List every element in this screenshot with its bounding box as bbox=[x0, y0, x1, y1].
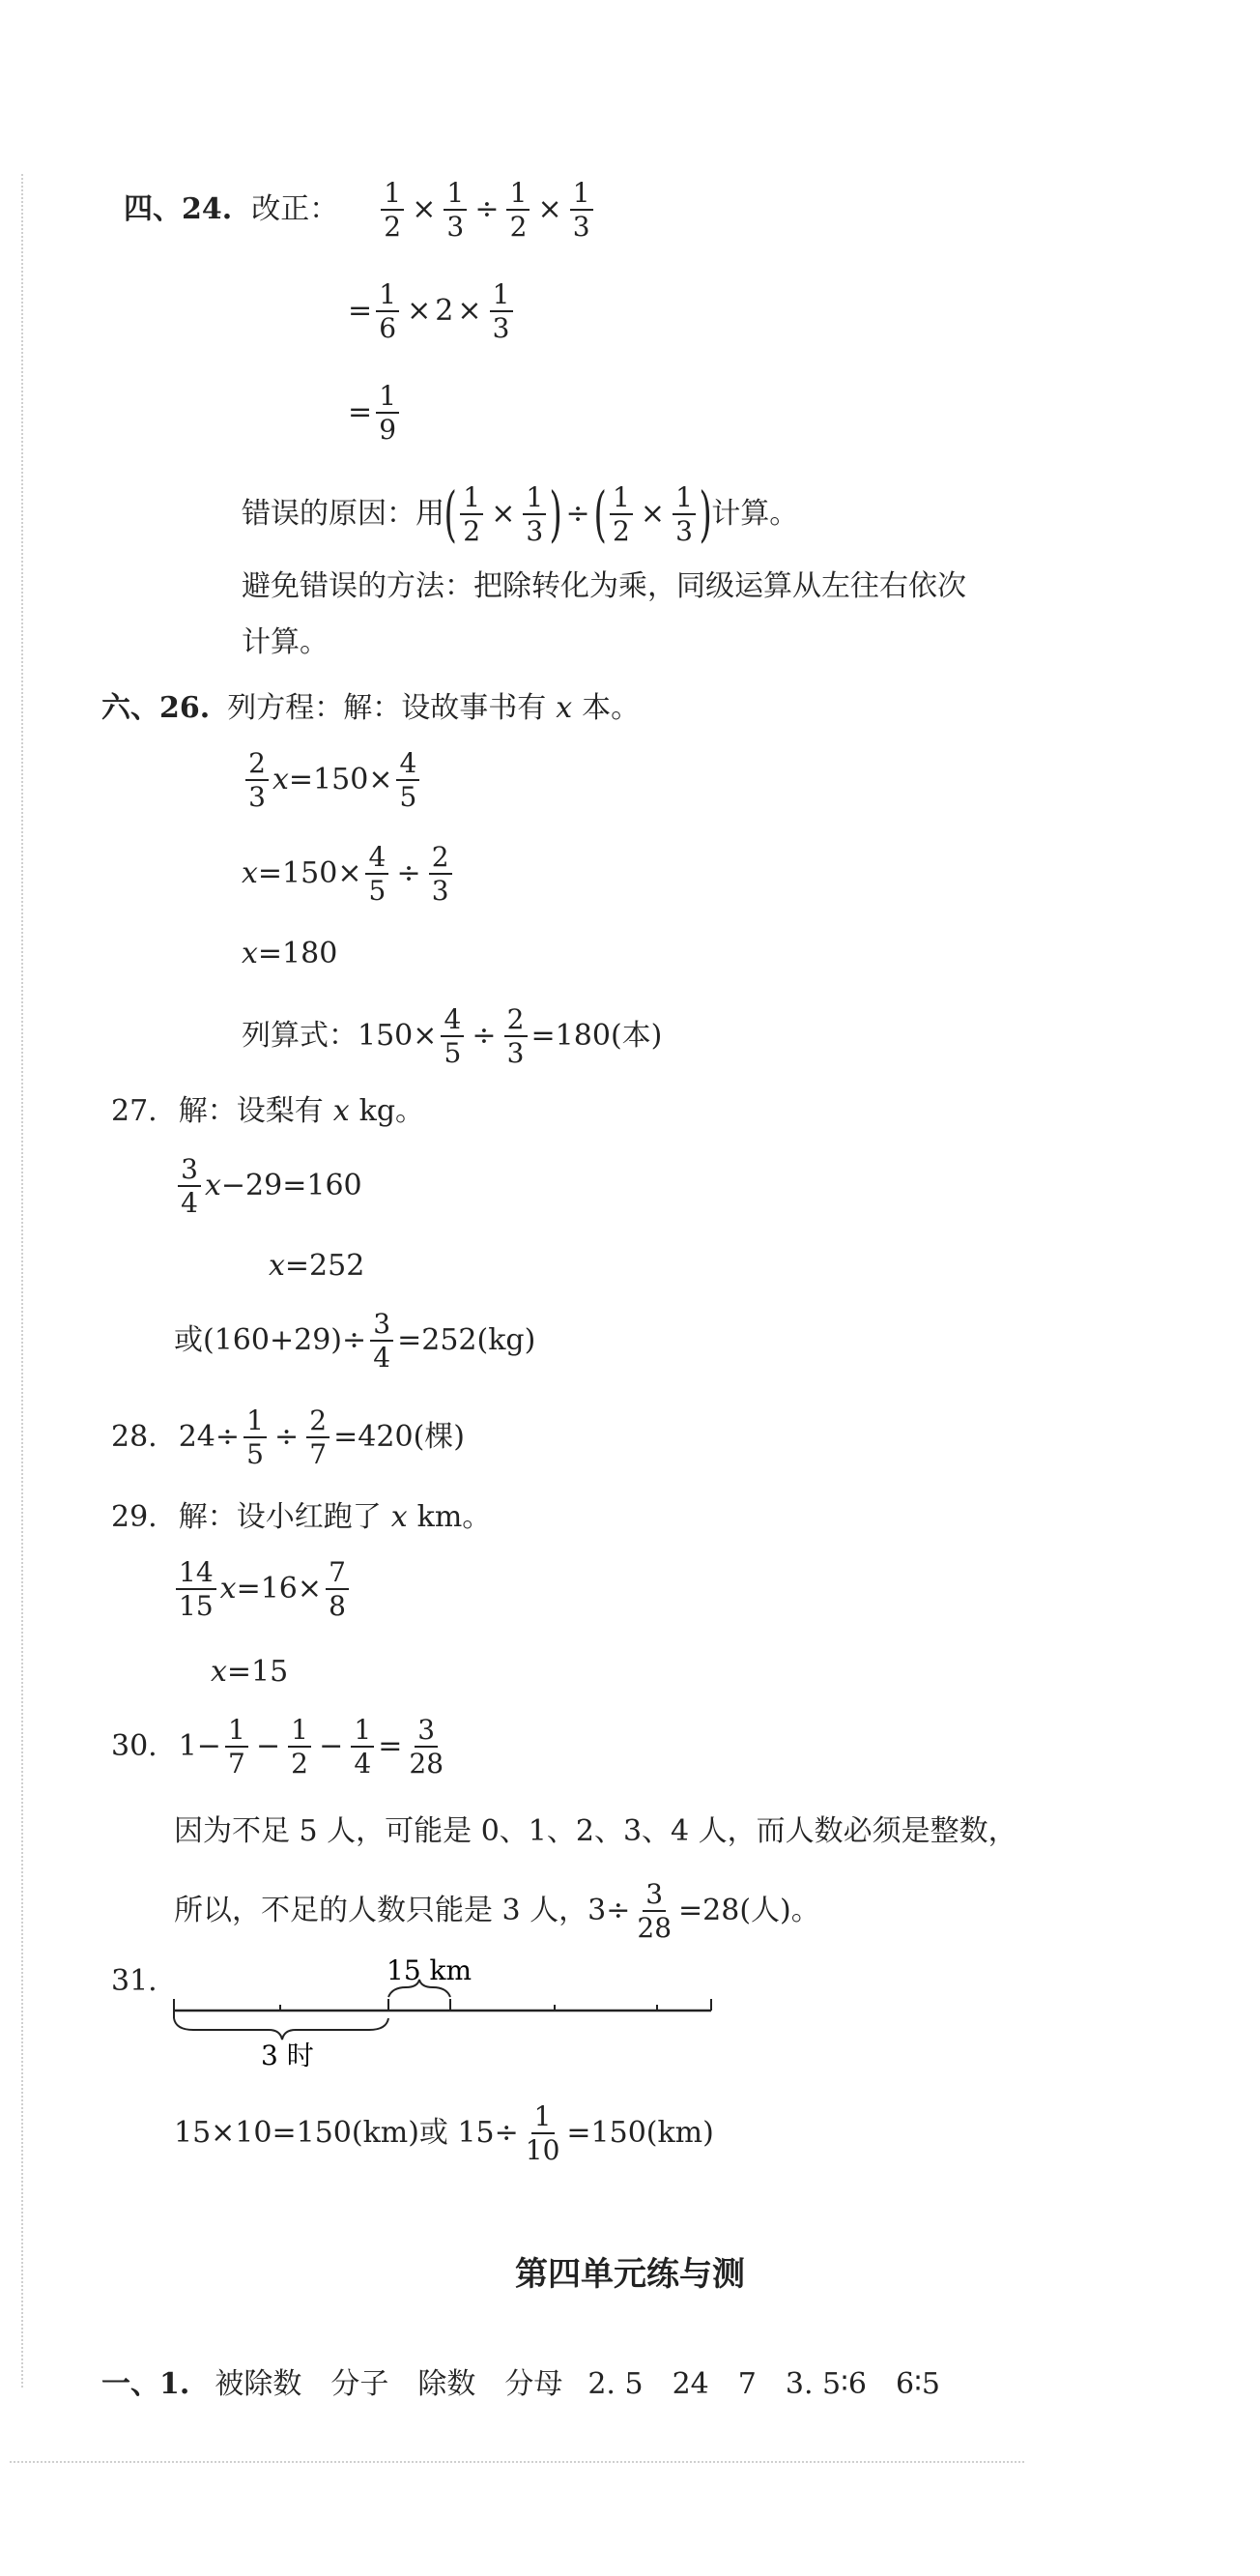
q31-line-diagram bbox=[164, 1951, 725, 2067]
q26-result: x =180 bbox=[242, 937, 338, 970]
left-margin-rule bbox=[21, 174, 23, 2388]
fraction: $\frac{1}{3}$ bbox=[673, 483, 696, 546]
s1-item: 2. 5 bbox=[587, 2367, 644, 2401]
q24-method-1: 避免错误的方法：把除转化为乘，同级运算从左往右依次 bbox=[242, 569, 966, 603]
bottom-rule bbox=[10, 2461, 1024, 2463]
s1-item: 3. 5∶6 bbox=[785, 2367, 867, 2401]
fraction: $\frac{1}{4}$ bbox=[351, 1716, 374, 1779]
q27-result: x =252 bbox=[269, 1249, 365, 1283]
s1-item: 24 bbox=[672, 2367, 709, 2401]
fraction: $\frac{1}{2}$ bbox=[288, 1716, 311, 1779]
fraction: $\frac{3}{4}$ bbox=[178, 1155, 201, 1218]
s1-item: 被除数 bbox=[215, 2367, 302, 2401]
q29-line1: 29. 解：设小红跑了 x km。 bbox=[111, 1500, 492, 1534]
q24-label: 四、24. bbox=[124, 192, 233, 227]
s1-item: 分母 bbox=[504, 2367, 563, 2401]
q27-alt: 或(160+29)÷ $\frac{3}{4}$ =252(kg) bbox=[174, 1308, 536, 1375]
fraction: $\frac{2}{7}$ bbox=[306, 1406, 329, 1469]
s1-item: 分子 bbox=[330, 2367, 389, 2401]
fraction: $\frac{1}{7}$ bbox=[225, 1716, 248, 1779]
fraction: $\frac{4}{5}$ bbox=[441, 1005, 464, 1068]
q26-eq2: x =150× $\frac{4}{5}$ ÷ $\frac{2}{3}$ bbox=[242, 843, 456, 906]
fraction: $\frac{1}{2}$ bbox=[506, 179, 530, 242]
q30-reason2: 所以，不足的人数只能是 3 人，3÷ $\frac{3}{28}$ =28(人)。 bbox=[174, 1878, 820, 1945]
fraction: $\frac{1}{3}$ bbox=[570, 179, 593, 242]
s1-item: 除数 bbox=[417, 2367, 476, 2401]
fraction: $\frac{3}{4}$ bbox=[370, 1310, 393, 1373]
q29-eq1: $\frac{14}{15}$ x =16× $\frac{7}{8}$ bbox=[172, 1558, 353, 1621]
fraction: $\frac{1}{3}$ bbox=[490, 280, 513, 343]
q28-line: 28. 24÷ $\frac{1}{5}$ ÷ $\frac{2}{7}$ =420(棵) bbox=[111, 1404, 465, 1471]
q31-answer: 15×10=150(km)或 15÷ $\frac{1}{10}$ =150(km) bbox=[174, 2100, 714, 2167]
q31-label: 31. bbox=[111, 1964, 158, 1998]
fraction: $\frac{1}{2}$ bbox=[460, 483, 483, 546]
fraction: $\frac{1}{2}$ bbox=[381, 179, 404, 242]
fraction: $\frac{4}{5}$ bbox=[365, 843, 388, 906]
section-title: 第四单元练与测 bbox=[515, 2255, 745, 2294]
q27-eq1: $\frac{3}{4}$ x −29=160 bbox=[174, 1155, 362, 1218]
fraction: $\frac{14}{15}$ bbox=[176, 1558, 216, 1621]
q30-eq: 30. 1− $\frac{1}{7}$ − $\frac{1}{2}$ − $\frac{1}{4}$ = $\frac{3}{28}$ bbox=[111, 1716, 450, 1779]
s1-line bbox=[101, 2367, 940, 2401]
fraction: $\frac{3}{28}$ bbox=[637, 1878, 673, 1945]
q24-line1: 四、24. 改正： $\frac{1}{2}$ × $\frac{1}{3}$ ÷ $\frac{1}{2}$ × $\frac{1}{3}$ bbox=[124, 179, 597, 242]
s1-label: 一、1. bbox=[101, 2367, 190, 2401]
fraction: $\frac{7}{8}$ bbox=[326, 1558, 349, 1621]
fraction: $\frac{1}{10}$ bbox=[525, 2100, 560, 2167]
s1-item: 6∶5 bbox=[896, 2367, 940, 2401]
fraction: $\frac{2}{3}$ bbox=[429, 843, 452, 906]
s1-item: 7 bbox=[737, 2367, 757, 2401]
q24-prefix: 改正： bbox=[251, 192, 339, 227]
q24-line2: = $\frac{1}{6}$ × 2 × $\frac{1}{3}$ bbox=[348, 280, 517, 343]
q29-result: x =15 bbox=[211, 1655, 289, 1689]
q31-top-label: 15 km bbox=[387, 1954, 472, 1986]
q27-line1: 27. 解：设梨有 x kg。 bbox=[111, 1094, 425, 1128]
fraction: $\frac{1}{9}$ bbox=[376, 382, 399, 445]
fraction: $\frac{1}{5}$ bbox=[243, 1406, 267, 1469]
fraction: $\frac{1}{6}$ bbox=[376, 280, 399, 343]
q24-line3: = $\frac{1}{9}$ bbox=[348, 382, 403, 445]
fraction: $\frac{2}{3}$ bbox=[504, 1005, 528, 1068]
q26-calc: 列算式：150× $\frac{4}{5}$ ÷ $\frac{2}{3}$ =180(本) bbox=[242, 1003, 663, 1070]
q24-method-2: 计算。 bbox=[242, 625, 329, 659]
fraction: $\frac{1}{2}$ bbox=[610, 483, 633, 546]
q26-eq1: $\frac{2}{3}$ x =150× $\frac{4}{5}$ bbox=[242, 749, 423, 812]
fraction: $\frac{1}{3}$ bbox=[444, 179, 467, 242]
fraction: $\frac{2}{3}$ bbox=[245, 749, 269, 812]
fraction: $\frac{3}{28}$ bbox=[409, 1714, 444, 1780]
fraction: $\frac{4}{5}$ bbox=[396, 749, 419, 812]
fraction: $\frac{1}{3}$ bbox=[523, 483, 546, 546]
q26-line1: 六、26. 列方程：解：设故事书有 x 本。 bbox=[101, 691, 641, 725]
q31-bottom-label: 3 时 bbox=[261, 2040, 314, 2067]
q30-reason1: 因为不足 5 人，可能是 0、1、2、3、4 人，而人数必须是整数， bbox=[174, 1814, 1017, 1848]
q31-bottom-brace bbox=[174, 2018, 388, 2040]
q24-reason: 错误的原因：用 ( $\frac{1}{2}$ × $\frac{1}{3}$ ) ÷ ( $\frac{1}{2}$ × $\frac{1}{3}$ ) 计算。 bbox=[242, 478, 799, 550]
